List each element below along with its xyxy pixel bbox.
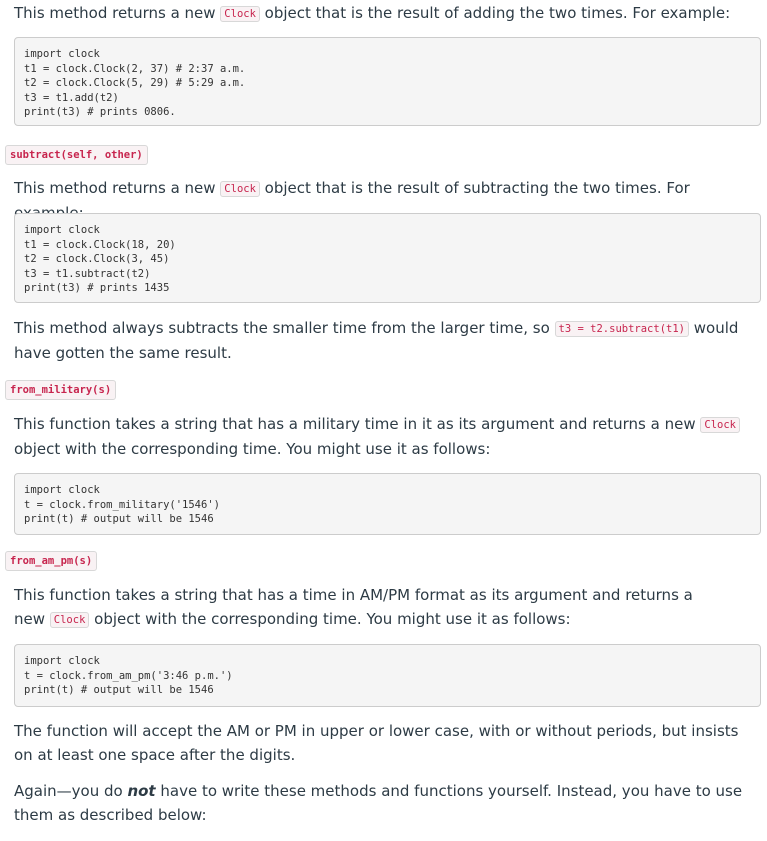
subtract-note-text: This method always subtracts the smaller time from the larger time, so xyxy=(14,319,555,337)
clock-class-code: Clock xyxy=(700,417,740,433)
add-description-text-end: object that is the result of adding the two times. For example: xyxy=(259,4,731,22)
from-military-description-text-end: object with the corresponding time. You might use it as follows: xyxy=(14,440,491,458)
code-line: print(t3) # prints 0806. xyxy=(24,106,176,118)
code-line: print(t) # output will be 1546 xyxy=(24,513,214,525)
clock-class-code: Clock xyxy=(220,6,260,22)
subtract-call-code: t3 = t2.subtract(t1) xyxy=(555,321,689,337)
code-line: import clock xyxy=(24,224,100,236)
code-line: t = clock.from_military('1546') xyxy=(24,498,220,511)
code-line: print(t) # output will be 1546 xyxy=(24,684,214,696)
closing-paragraph xyxy=(14,779,754,827)
code-line: import clock xyxy=(24,48,100,60)
add-code-example xyxy=(14,37,761,126)
from-military-code-example xyxy=(14,473,761,535)
subtract-method-heading: subtract(self, other) xyxy=(5,145,148,165)
code-line: t2 = clock.Clock(3, 45) xyxy=(24,253,170,265)
from-am-pm-description-text-end: object with the corresponding time. You might use it as follows: xyxy=(89,610,571,628)
from-military-description xyxy=(14,412,754,461)
from-am-pm-description-text: new xyxy=(14,610,50,628)
code-line: t2 = clock.Clock(5, 29) # 5:29 a.m. xyxy=(24,77,246,89)
from-am-pm-description-line1: This function takes a string that has a time in AM/PM format as its argument and returns a xyxy=(14,586,693,604)
am-pm-note: The function will accept the AM or PM in upper or lower case, with or without periods, but insists on at least one space after the digits. xyxy=(14,722,739,764)
code-line: t3 = t1.subtract(t2) xyxy=(24,267,151,280)
clock-class-code: Clock xyxy=(50,612,90,628)
code-line: print(t3) # prints 1435 xyxy=(24,282,170,294)
from-am-pm-description xyxy=(14,583,754,632)
clock-class-code: Clock xyxy=(220,181,260,197)
emphasis-not: not xyxy=(127,782,156,800)
add-description xyxy=(14,1,754,26)
closing-text-end: have to write these methods and functions yourself. Instead, you have to use them as described below: xyxy=(14,782,743,824)
from-am-pm-code-example xyxy=(14,644,761,707)
from-military-heading: from_military(s) xyxy=(5,380,116,400)
code-line: t3 = t1.add(t2) xyxy=(24,91,119,104)
subtract-note-text-end: would have gotten the same result. xyxy=(14,319,739,362)
add-description-text: This method returns a new xyxy=(14,4,221,22)
closing-text: Again—you do xyxy=(14,782,128,800)
from-military-description-text: This function takes a string that has a military time in it as its argument and returns a new xyxy=(14,415,701,433)
from-am-pm-heading: from_am_pm(s) xyxy=(5,551,97,571)
subtract-description-text-end: object that is the result of subtracting the two times. For xyxy=(264,179,690,197)
subtract-description-text: This method returns a new xyxy=(14,179,221,197)
code-line: import clock xyxy=(24,655,100,667)
code-line: import clock xyxy=(24,484,100,496)
subtract-code-example xyxy=(14,213,761,303)
subtract-note xyxy=(14,316,754,365)
code-line: t1 = clock.Clock(18, 20) xyxy=(24,238,176,251)
code-line: t = clock.from_am_pm('3:46 p.m.') xyxy=(24,669,233,682)
code-line: t1 = clock.Clock(2, 37) # 2:37 a.m. xyxy=(24,62,246,75)
